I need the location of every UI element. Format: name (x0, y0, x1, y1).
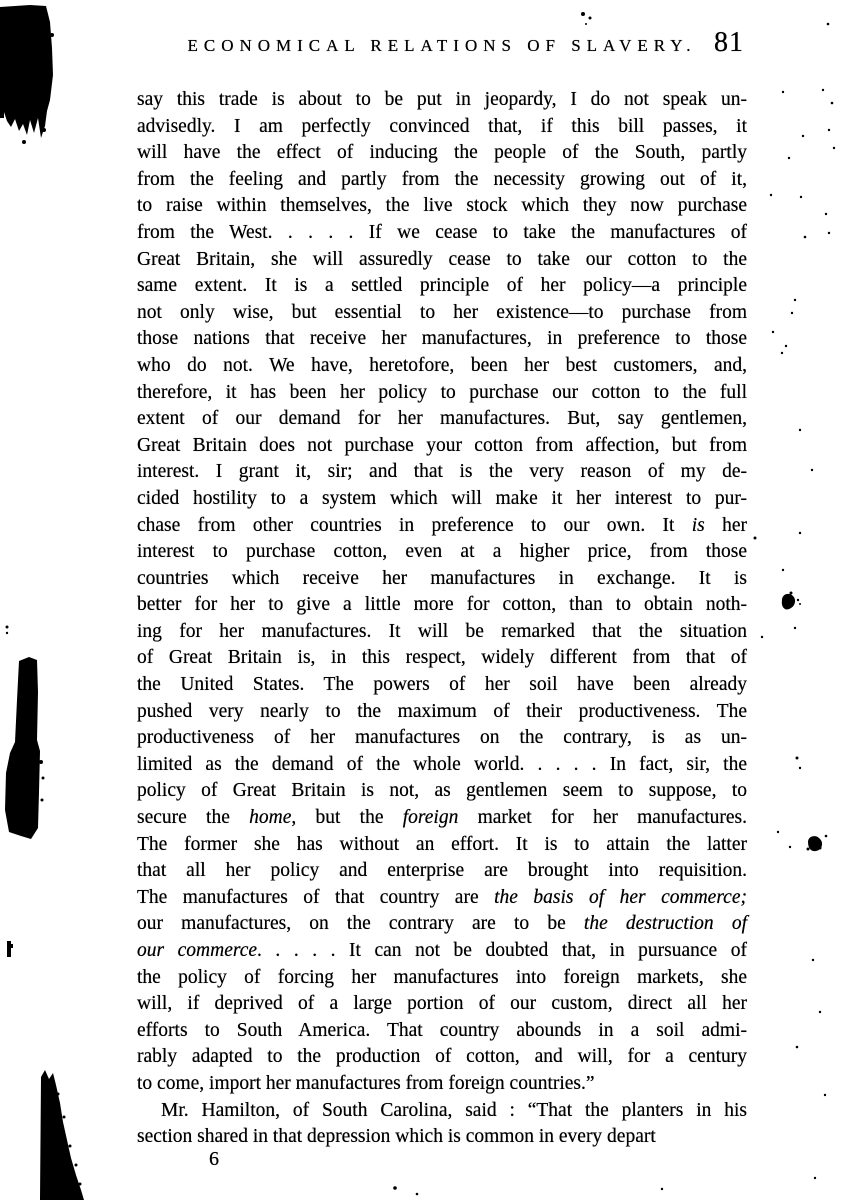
text-line (137, 486, 747, 513)
text-segment: from the feeling and partly from the necessity growing out of it, (137, 168, 747, 190)
text-segment: pushed very nearly to the maximum of their productiveness. The (137, 700, 747, 722)
text-segment: Great Britain does not purchase your cotton from affection, but from (137, 434, 747, 456)
text-segment: who do not. We have, heretofore, been her best customers, and, (137, 354, 747, 376)
italic-text-segment: is (691, 514, 705, 536)
text-line (137, 513, 747, 540)
text-segment: the United States. The powers of her soil have been already (137, 674, 747, 696)
italic-text-segment: the destruction of (583, 913, 747, 935)
text-line (137, 326, 747, 353)
italic-text-segment: the basis of her commerce; (494, 886, 747, 908)
text-line (137, 699, 747, 726)
text-segment: better for her to give a little more for cotton, than to obtain noth- (137, 594, 747, 616)
text-line (137, 1018, 747, 1045)
text-line (137, 805, 747, 832)
text-line (137, 220, 747, 247)
text-segment: those nations that receive her manufactures, in preference to those (137, 328, 747, 350)
ink-blot-bottom-left (7, 941, 84, 1200)
text-line (137, 380, 747, 407)
text-segment: The former she has without an effort. It is to attain the latter (137, 833, 747, 855)
text-line (137, 87, 747, 114)
text-line (137, 1044, 747, 1071)
text-segment: Great Britain, she will assuredly cease to take our cotton to the (137, 248, 747, 270)
ink-blot-top-left (0, 5, 54, 144)
page-number: 81 (714, 27, 744, 58)
text-segment: chase from other countries in preference to our own. It (137, 514, 692, 536)
text-line (137, 911, 747, 938)
text-line (137, 592, 747, 619)
text-segment: . . . . . It can not be doubted that, in pursuance of (257, 940, 747, 961)
text-segment: our manufactures, on the contrary are to be (137, 913, 584, 935)
text-segment: cided hostility to a system which will make it her interest to pur- (137, 487, 747, 509)
body-text (137, 87, 747, 1151)
text-line (137, 1124, 747, 1151)
text-segment: policy of Great Britain is not, as gentlemen seem to suppose, to (137, 780, 747, 802)
text-segment: secure the (137, 807, 250, 829)
italic-text-segment: foreign (402, 807, 459, 829)
text-segment: rably adapted to the production of cotton, and will, for a century (137, 1046, 747, 1068)
ink-blot-middle-left (5, 626, 45, 840)
text-line (137, 858, 747, 885)
text-segment: therefore, it has been her policy to purchase our cotton to the full (137, 381, 747, 403)
text-line (137, 885, 747, 912)
text-segment: efforts to South America. That country abounds in a soil admi- (137, 1019, 747, 1041)
text-segment: extent of our demand for her manufactures. But, say gentlemen, (137, 408, 747, 430)
text-segment: same extent. It is a settled principle of her policy—a principle (137, 275, 747, 297)
text-segment: say this trade is about to be put in jeopardy, I do not speak un- (137, 89, 747, 110)
text-segment: The manufactures of that country are (137, 886, 495, 908)
text-segment: that all her policy and enterprise are brought into requisition. (137, 860, 747, 882)
ink-spot-right-upper (782, 592, 801, 610)
italic-text-segment: home (249, 807, 292, 829)
text-segment: the policy of forcing her manufactures into foreign markets, she (137, 966, 747, 988)
text-line (137, 938, 747, 965)
text-segment: ing for her manufactures. It will be remarked that the situation (137, 620, 747, 642)
text-segment: her (704, 514, 747, 536)
text-segment: interest to purchase cotton, even at a higher price, from those (137, 541, 747, 563)
text-line (137, 1071, 747, 1098)
text-line (137, 539, 747, 566)
text-line (137, 459, 747, 486)
text-line (137, 645, 747, 672)
text-line (137, 991, 747, 1018)
text-line (137, 247, 747, 274)
text-segment: limited as the demand of the whole world. . . . . In fact, sir, the (137, 753, 747, 775)
text-line (137, 140, 747, 167)
running-head: ECONOMICAL RELATIONS OF SLAVERY. (187, 36, 697, 55)
text-line (137, 619, 747, 646)
text-line (137, 406, 747, 433)
text-segment: countries which receive her manufactures in exchange. It is (137, 567, 747, 589)
ink-spot-right-lower (807, 835, 828, 851)
text-line (137, 672, 747, 699)
text-segment: interest. I grant it, sir; and that is the very reason of my de- (137, 461, 747, 483)
text-segment: to raise within themselves, the live stock which they now purchase (137, 195, 747, 217)
text-segment: advisedly. I am perfectly convinced that, if this bill passes, it (137, 115, 747, 137)
text-segment: will have the effect of inducing the people of the South, partly (137, 142, 747, 164)
text-line (137, 752, 747, 779)
text-line (137, 965, 747, 992)
text-segment: section shared in that depression which is common in every depart (137, 1126, 656, 1148)
text-line (137, 832, 747, 859)
text-line (137, 778, 747, 805)
text-line (137, 353, 747, 380)
text-line (137, 167, 747, 194)
text-line (137, 566, 747, 593)
italic-text-segment: our commerce (137, 940, 258, 961)
signature-mark: 6 (209, 1148, 219, 1170)
text-segment: will, if deprived of a large portion of our custom, direct all her (137, 993, 747, 1015)
text-segment: , but the (291, 807, 403, 829)
text-segment: productiveness of her manufactures on the contrary, is as un- (137, 727, 747, 749)
text-line (137, 300, 747, 327)
text-segment: not only wise, but essential to her existence—to purchase from (137, 301, 747, 323)
text-segment: market for her manufactures. (458, 807, 748, 829)
text-segment: Mr. Hamilton, of South Carolina, said : “That the planters in his (161, 1099, 747, 1121)
text-line (137, 725, 747, 752)
text-segment: to come, import her manufactures from foreign countries.” (137, 1072, 595, 1094)
text-line (137, 1098, 747, 1125)
text-segment: of Great Britain is, in this respect, widely different from that of (137, 647, 747, 669)
text-line (137, 114, 747, 141)
text-segment: from the West. . . . . If we cease to take the manufactures of (137, 221, 747, 243)
text-line (137, 433, 747, 460)
text-line (137, 193, 747, 220)
text-line (137, 273, 747, 300)
